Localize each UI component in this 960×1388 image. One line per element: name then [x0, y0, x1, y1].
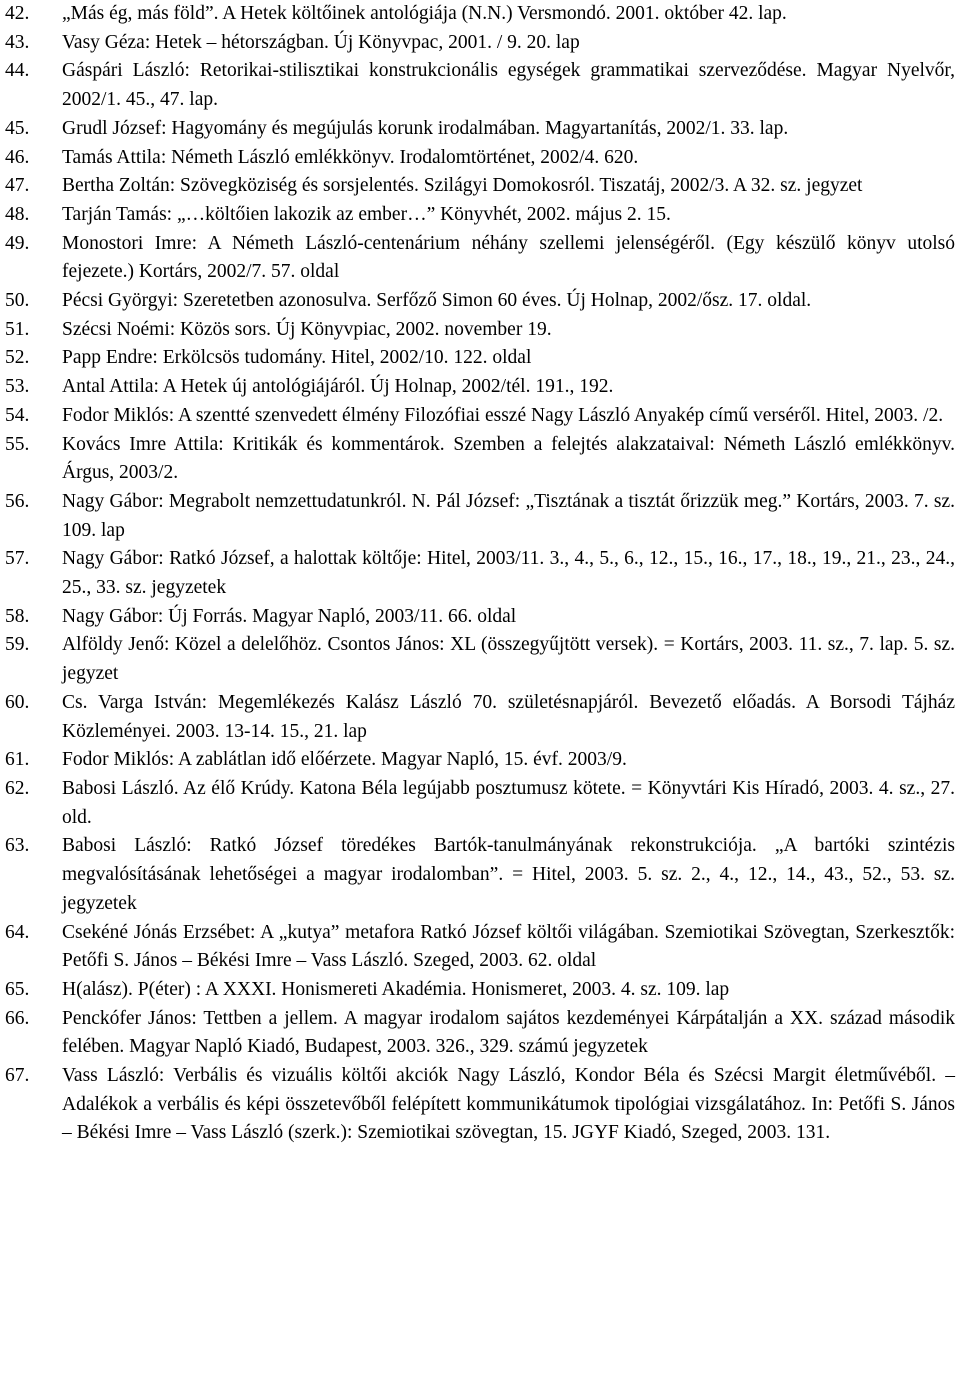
item-text: Vass László: Verbális és vizuális költői akciók Nagy László, Kondor Béla és Szécsi Margit életművéből. – Adalékok a verbális és képi összetevőből felépített kommunikátumok tipológiai vizsgálatához. In: Petőfi S. János – Békési Imre – Vass László (szerk.): Szemiotikai szövegtan, 15. JGYF Kiadó, Szeged, 2003. 131.: [62, 1065, 955, 1144]
item-text: Kovács Imre Attila: Kritikák és kommentárok. Szemben a felejtés alakzataival: Németh László emlékkönyv. Árgus, 2003/2.: [62, 433, 955, 484]
item-text: Monostori Imre: A Németh László-centenárium néhány szellemi jelenségéről. (Egy készülő könyv utolsó fejezete.) Kortárs, 2002/7. 57. oldal: [62, 232, 955, 283]
item-number: 52.: [5, 347, 30, 369]
item-text: Szécsi Noémi: Közös sors. Új Könyvpiac, 2002. november 19.: [62, 318, 552, 340]
item-number: 47.: [5, 175, 30, 197]
item-number: 61.: [5, 749, 30, 771]
list-item: [0, 832, 955, 918]
item-number: 63.: [5, 835, 30, 857]
list-item: [0, 373, 955, 402]
item-text: Gáspári László: Retorikai-stilisztikai konstrukcionális egységek grammatikai szerveződése. Magyar Nyelvőr, 2002/1. 45., 47. lap.: [62, 60, 955, 111]
list-item: [0, 689, 955, 746]
item-text: Bertha Zoltán: Szövegköziség és sorsjelentés. Szilágyi Domokosról. Tiszatáj, 2002/3. A 32. sz. jegyzet: [62, 175, 863, 197]
item-text: H(alász). P(éter) : A XXXI. Honismereti Akadémia. Honismeret, 2003. 4. sz. 109. lap: [62, 978, 730, 1000]
item-number: 56.: [5, 490, 30, 512]
item-number: 65.: [5, 978, 30, 1000]
item-text: Vasy Géza: Hetek – hétországban. Új Könyvpac, 2001. / 9. 20. lap: [62, 31, 580, 53]
item-text: Alföldy Jenő: Közel a delelőhöz. Csontos János: XL (összegyűjtött versek). = Kortárs, 2003. 11. sz., 7. lap. 5. sz. jegyzet: [62, 634, 955, 685]
item-text: Cs. Varga István: Megemlékezés Kalász László 70. születésnapjáról. Bevezető előadás. A Borsodi Tájház Közleményei. 2003. 13-14. 15., 21. lap: [62, 691, 955, 742]
item-text: Pécsi Györgyi: Szeretetben azonosulva. Serfőző Simon 60 éves. Új Holnap, 2002/ősz. 17. oldal.: [62, 290, 812, 312]
item-number: 58.: [5, 605, 30, 627]
item-text: Tamás Attila: Németh László emlékkönyv. Irodalomtörténet, 2002/4. 620.: [62, 146, 639, 168]
list-item: [0, 631, 955, 688]
item-number: 54.: [5, 404, 30, 426]
item-text: Papp Endre: Erkölcsös tudomány. Hitel, 2002/10. 122. oldal: [62, 347, 532, 369]
item-number: 53.: [5, 376, 30, 398]
list-item: [0, 344, 955, 373]
item-text: Babosi László: Ratkó József töredékes Bartók-tanulmányának rekonstrukciója. „A bartóki szintézis megvalósításának lehetőségei a magyar irodalomban”. = Hitel, 2003. 5. sz. 2., 4., 12., 14., 43., 52., 53. sz. jegyzetek: [62, 835, 955, 914]
item-text: Babosi László. Az élő Krúdy. Katona Béla legújabb posztumusz kötete. = Könyvtári Kis Híradó, 2003. 4. sz., 27. old.: [62, 777, 955, 828]
list-item: [0, 29, 955, 58]
list-item: [0, 172, 955, 201]
list-item: [0, 287, 955, 316]
item-text: Fodor Miklós: A zablátlan idő előérzete. Magyar Napló, 15. évf. 2003/9.: [62, 749, 627, 771]
list-item: [0, 488, 955, 545]
item-number: 44.: [5, 60, 30, 82]
list-item: [0, 0, 955, 29]
item-number: 42.: [5, 3, 30, 24]
list-item: [0, 1005, 955, 1062]
item-text: Tarján Tamás: „…költőien lakozik az ember…” Könyvhét, 2002. május 2. 15.: [62, 203, 671, 225]
item-number: 49.: [5, 232, 30, 254]
item-number: 67.: [5, 1065, 30, 1087]
item-number: 66.: [5, 1007, 30, 1029]
list-item: [0, 316, 955, 345]
item-text: „Más ég, más föld”. A Hetek költőinek antológiája (N.N.) Versmondó. 2001. október 42. lap.: [62, 3, 787, 24]
item-number: 48.: [5, 203, 30, 225]
list-item: [0, 919, 955, 976]
list-item: [0, 201, 955, 230]
item-text: Antal Attila: A Hetek új antológiájáról. Új Holnap, 2002/tél. 191., 192.: [62, 376, 614, 398]
list-item: [0, 144, 955, 173]
item-text: Nagy Gábor: Megrabolt nemzettudatunkról. N. Pál József: „Tisztának a tisztát őrizzük meg.” Kortárs, 2003. 7. sz. 109. lap: [62, 490, 955, 541]
list-item: [0, 431, 955, 488]
list-item: [0, 545, 955, 602]
item-text: Penckófer János: Tettben a jellem. A magyar irodalom sajátos kezdeményei Kárpátalján a XX. század második felében. Magyar Napló Kiadó, Budapest, 2003. 326., 329. számú jegyzetek: [62, 1007, 955, 1058]
list-item: [0, 1062, 955, 1148]
list-item: [0, 603, 955, 632]
item-number: 51.: [5, 318, 30, 340]
list-item: [0, 57, 955, 114]
list-item: [0, 402, 955, 431]
item-text: Grudl József: Hagyomány és megújulás korunk irodalmában. Magyartanítás, 2002/1. 33. lap.: [62, 117, 789, 139]
item-number: 46.: [5, 146, 30, 168]
list-item: [0, 775, 955, 832]
item-text: Fodor Miklós: A szentté szenvedett élmény Filozófiai esszé Nagy László Anyakép című verséről. Hitel, 2003. /2.: [62, 404, 944, 426]
item-number: 57.: [5, 548, 30, 570]
list-item: [0, 976, 955, 1005]
list-item: [0, 230, 955, 287]
item-number: 59.: [5, 634, 30, 656]
list-item: [0, 115, 955, 144]
item-text: Nagy Gábor: Ratkó József, a halottak költője: Hitel, 2003/11. 3., 4., 5., 6., 12., 15., 16., 17., 18., 19., 21., 23., 24., 25., 33. sz. jegyzetek: [62, 548, 955, 599]
item-number: 62.: [5, 777, 30, 799]
item-text: Csekéné Jónás Erzsébet: A „kutya” metafora Ratkó József költői világában. Szemiotikai Szövegtan, Szerkesztők: Petőfi S. János – Békési Imre – Vass László. Szeged, 2003. 62. oldal: [62, 921, 955, 972]
item-number: 43.: [5, 31, 30, 53]
item-text: Nagy Gábor: Új Forrás. Magyar Napló, 2003/11. 66. oldal: [62, 605, 517, 627]
item-number: 50.: [5, 290, 30, 312]
item-number: 64.: [5, 921, 30, 943]
item-number: 45.: [5, 117, 30, 139]
item-number: 60.: [5, 691, 30, 713]
item-number: 55.: [5, 433, 30, 455]
list-item: [0, 746, 955, 775]
